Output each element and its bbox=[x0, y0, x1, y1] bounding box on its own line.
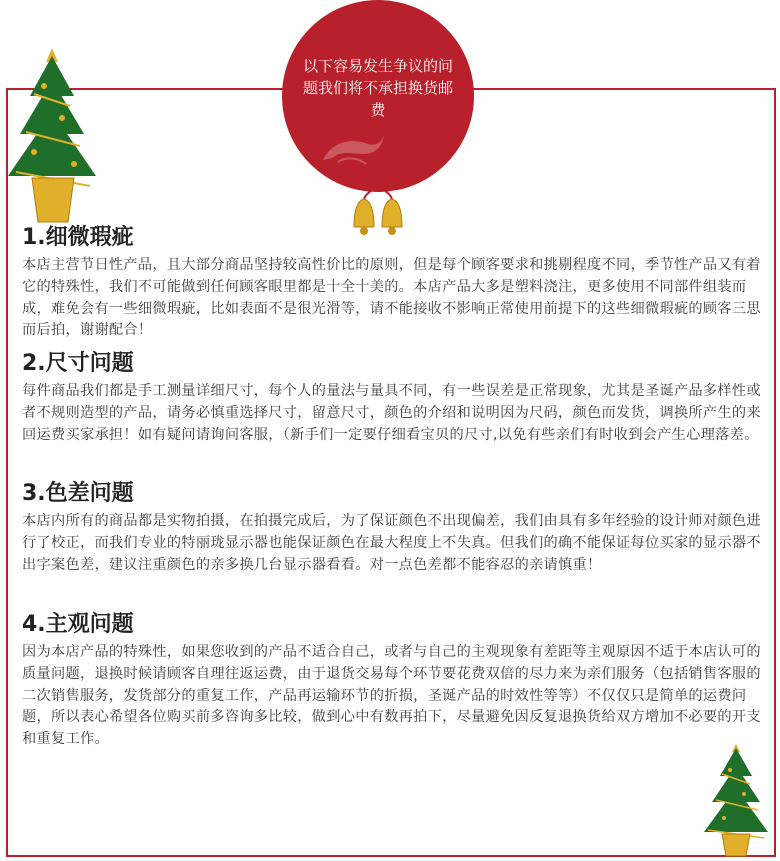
christmas-tree-icon bbox=[4, 46, 104, 224]
badge-watermark-icon bbox=[318, 130, 388, 170]
section-title: 2.尺寸问题 bbox=[22, 351, 134, 376]
badge-text: 以下容易发生争议的问题我们将不承担换货邮费 bbox=[302, 57, 453, 119]
section-body: 本店主营节日性产品，且大部分商品坚持较高性价比的原则，但是每个顾客要求和挑剔程度不同，季节性产品又有着它的特殊性，我们不可能做到任何顾客眼里都是十全十美的。本店产品大多是塑料浇注，更多使用不同部件组装而成，难免会有一些细微瑕疵，比如表面不是很光滑等，请不能接收不影响正常使用前提下的这些细微瑕疵的顾客三思而后拍，谢谢配合！ bbox=[22, 257, 761, 339]
section-title: 3.色差问题 bbox=[22, 481, 134, 506]
section-body: 本店内所有的商品都是实物拍摄，在拍摄完成后，为了保证颜色不出现偏差，我们由具有多年经验的设计师对颜色进行了校正，而我们专业的特丽珑显示器也能保证颜色在最大程度上不失真。但我们的确不能保证每位买家的显示器不出字案色差，建议注重颜色的亲多换几台显示器看看。对一点色差都不能容忍的亲请慎重！ bbox=[22, 513, 761, 573]
section-body: 每件商品我们都是手工测量详细尺寸，每个人的量法与量具不同，有一些误差是正常现象，尤其是圣诞产品多样性或者不规则造型的产品，请务必慎重选择尺寸，留意尺寸，颜色的介绍和说明因为尺码，颜色而发货，调换所产生的来回运费买家承担！如有疑问请询问客服，（新手们一定要仔细看宝贝的尺寸,以免有些亲们有时收到会产生心理落差。 bbox=[22, 383, 761, 443]
section-body: 因为本店产品的特殊性，如果您收到的产品不适合自己，或者与自己的主观现象有差距等主观原因不适于本店认可的质量问题，退换时候请顾客自理往返运费，由于退货交易每个环节要花费双倍的尽力来为亲们服务（包括销售客服的二次销售服务，发货部分的重复工作，产品再运输环节的折损，圣诞产品的时效性等等）不仅仅只是简单的运费问题，所以表心希望各位购买前多咨询多比较，做到心中有数再拍下，尽量避免因反复退换货给双方增加不必要的开支和重复工作。 bbox=[22, 644, 761, 748]
section-title: 4.主观问题 bbox=[22, 612, 134, 637]
section-title: 1.细微瑕疵 bbox=[22, 225, 134, 250]
section-color bbox=[22, 477, 768, 582]
section-size bbox=[22, 347, 768, 452]
section-defects bbox=[22, 221, 768, 348]
christmas-tree-icon bbox=[700, 742, 772, 858]
section-subjective bbox=[22, 608, 768, 757]
